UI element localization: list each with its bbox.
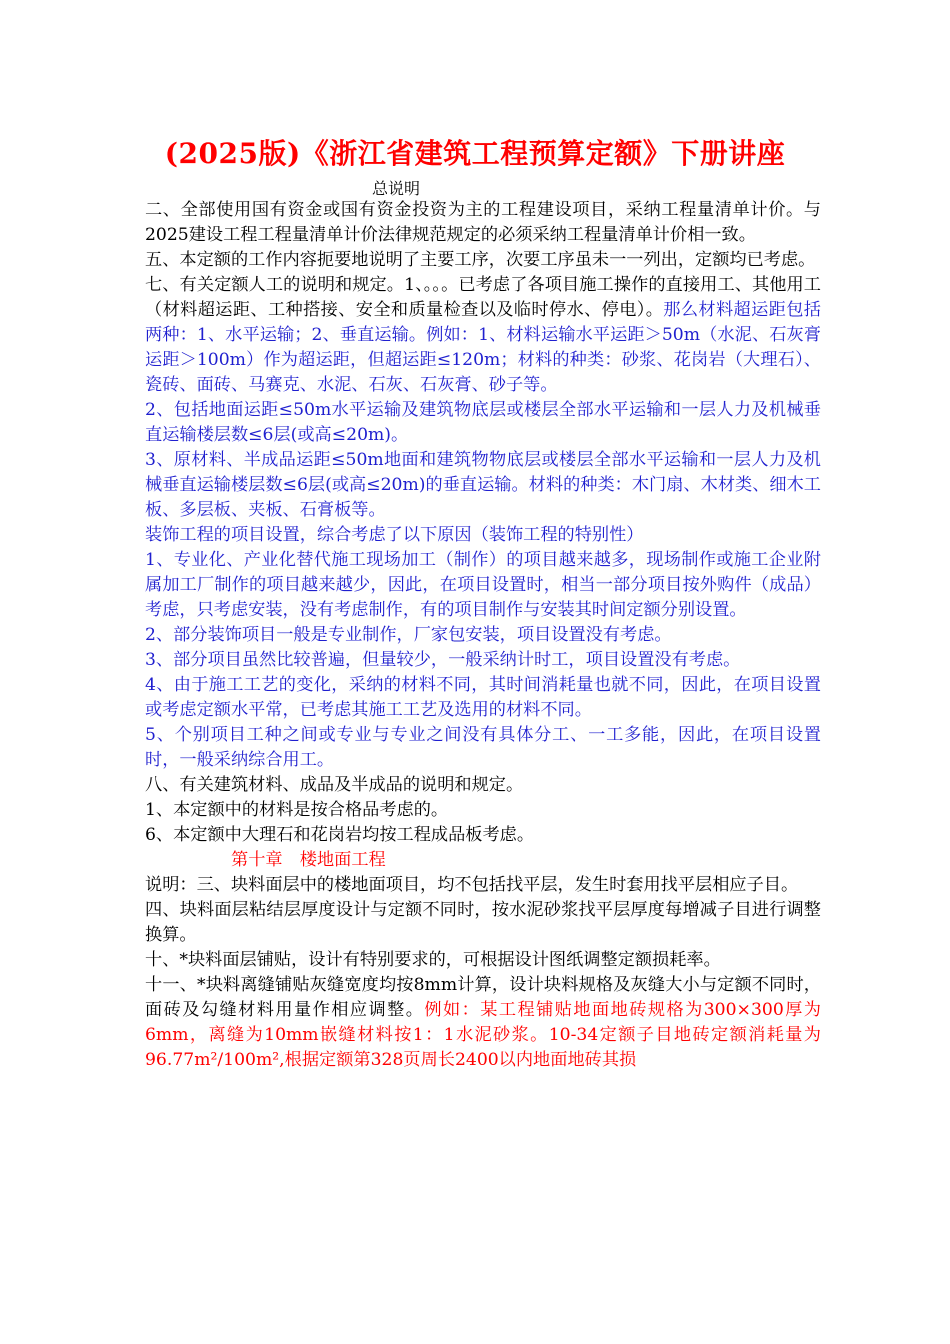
- page-title: (2025版)《浙江省建筑工程预算定额》下册讲座: [164, 137, 786, 170]
- paragraph: 十、*块料面层铺贴，设计有特别要求的，可根据设计图纸调整定额损耗率。: [145, 950, 721, 970]
- paragraph: 5、个别项目工种之间或专业与专业之间没有具体分工、一工多能，因此，在项目设置时，一般采纳综合用工。: [145, 725, 821, 770]
- paragraph: 装饰工程的项目设置，综合考虑了以下原因（装饰工程的特别性）: [145, 525, 644, 545]
- paragraph: 1、本定额中的材料是按合格品考虑的。: [145, 800, 449, 820]
- chapter-heading: 第十章 楼地面工程: [231, 850, 386, 870]
- paragraph: 1、专业化、产业化替代施工现场加工（制作）的项目越来越多，现场制作或施工企业附属加工厂制作的项目越来越少，因此，在项目设置时，相当一部分项目按外购件（成品）考虑，只考虑安装，没有考虑制作，有的项目制作与安装其时间定额分别设置。: [145, 550, 821, 620]
- paragraph: 4、由于施工工艺的变化，采纳的材料不同，其时间消耗量也就不同，因此，在项目设置或考虑定额水平常，已考虑其施工工艺及选用的材料不同。: [145, 675, 821, 720]
- section-heading: 总说明: [372, 179, 421, 198]
- paragraph: 3、原材料、半成品运距≤50m地面和建筑物物底层或楼层全部水平运输和一层人力及机械垂直运输楼层数≤6层(或高≤20m)的垂直运输。材料的种类：木门扇、木材类、细木工板、多层板、夹板、石膏板等。: [145, 450, 821, 520]
- paragraph: 十一、*块料离缝铺贴灰缝宽度均按8mm计算，设计块料规格及灰缝大小与定额不同时，面砖及勾缝材料用量作相应调整。例如：某工程铺贴地面地砖规格为300×300厚为6mm，离缝为10mm嵌缝材料按1：1水泥砂浆。10-34定额子目地砖定额消耗量为96.77m²/100m²,根据定额第328页周长2400以内地面地砖其损: [145, 975, 821, 1070]
- paragraph: 3、部分项目虽然比较普遍，但量较少，一般采纳计时工，项目设置没有考虑。: [145, 650, 741, 670]
- paragraph: 五、本定额的工作内容扼要地说明了主要工序，次要工序虽未一一列出，定额均已考虑。: [145, 250, 816, 270]
- paragraph: 2、部分装饰项目一般是专业制作，厂家包安装，项目设置没有考虑。: [145, 625, 672, 645]
- paragraph: 2、包括地面运距≤50m水平运输及建筑物底层或楼层全部水平运输和一层人力及机械垂直运输楼层数≤6层(或高≤20m)。: [145, 400, 821, 445]
- paragraph: 七、有关定额人工的说明和规定。1、。。。已考虑了各项目施工操作的直接用工、其他用工（材料超运距、工种搭接、安全和质量检查以及临时停水、停电）。那么材料超运距包括两种：1、水平运输；2、垂直运输。例如：1、材料运输水平运距＞50m（水泥、石灰膏运距＞100m）作为超运距，但超运距≤120m；材料的种类：砂浆、花岗岩（大理石）、瓷砖、面砖、马赛克、水泥、石灰、石灰膏、砂子等。: [145, 275, 821, 395]
- paragraph: 说明：三、块料面层中的楼地面项目，均不包括找平层，发生时套用找平层相应子目。: [145, 875, 799, 895]
- paragraph: 八、有关建筑材料、成品及半成品的说明和规定。: [145, 775, 524, 795]
- document-body: [145, 198, 821, 1073]
- paragraph: 四、块料面层粘结层厚度设计与定额不同时，按水泥砂浆找平层厚度每增减子目进行调整换算。: [145, 900, 821, 945]
- paragraph: 二、全部使用国有资金或国有资金投资为主的工程建设项目，采纳工程量清单计价。与2025建设工程工程量清单计价法律规范规定的必须采纳工程量清单计价相一致。: [145, 200, 821, 245]
- paragraph: 6、本定额中大理石和花岗岩均按工程成品板考虑。: [145, 825, 535, 845]
